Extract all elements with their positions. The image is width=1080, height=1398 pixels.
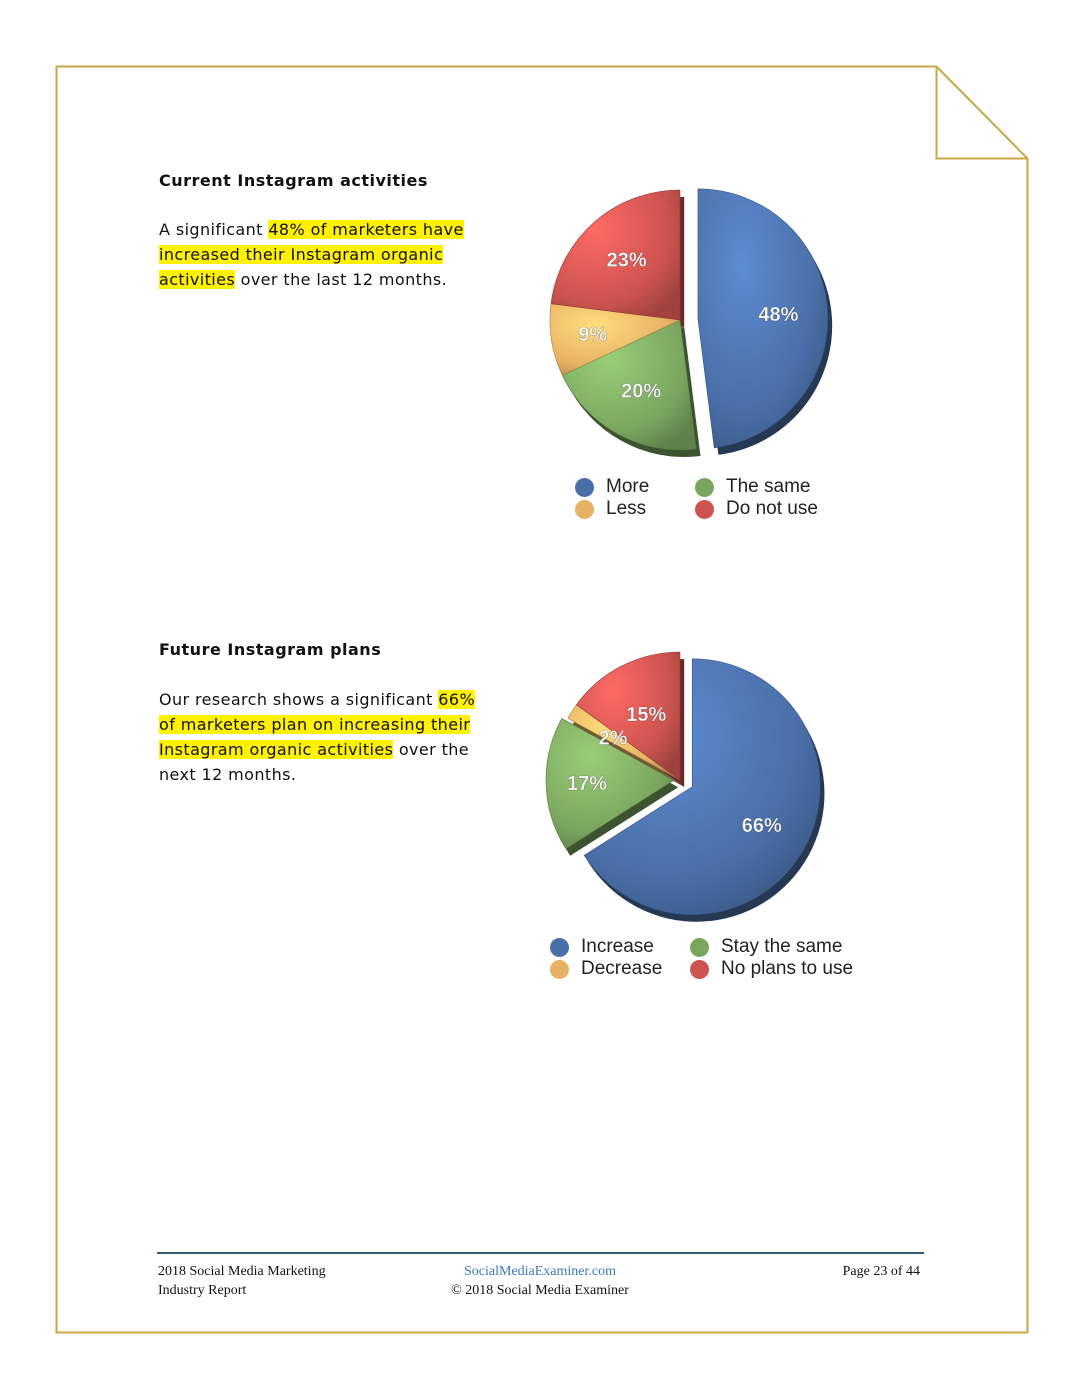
pie-label-less: 9% [578,323,608,346]
section-body-future [159,687,489,787]
pie-chart-future [540,630,880,940]
legend-item-increase [550,936,654,958]
legend-label: Decrease [581,958,663,979]
pie-label-no-plans-to-use: 15% [626,703,667,726]
section-title-current: Current Instagram activities [159,171,428,190]
pie-label-the-same: 20% [621,380,662,403]
legend-item-the-same [695,476,810,498]
pie-label-do-not-use: 23% [606,249,647,272]
footer-center [400,1262,680,1300]
footer-report-line1: 2018 Social Media Marketing [158,1264,326,1279]
body-text-highlight: 48% of marketers have increased their Instagram organic activities [159,220,464,289]
legend-label: Stay the same [721,936,843,957]
footer-rule [157,1252,924,1254]
footer-report-title [158,1262,326,1300]
section-body-current [159,217,479,292]
legend-swatch [695,478,714,497]
legend-swatch [550,938,569,957]
legend-future [550,936,870,986]
legend-label: Less [606,498,647,519]
pie-label-stay-the-same: 17% [566,772,608,795]
pie-chart-current [530,160,870,480]
legend-item-more [575,476,649,498]
footer-report-line2: Industry Report [158,1283,247,1298]
pie-label-increase: 66% [741,814,782,837]
legend-swatch [550,960,569,979]
legend-swatch [575,500,594,519]
legend-current [575,476,875,528]
footer-page-number: Page 23 of 44 [842,1264,920,1279]
legend-item-no-plans-to-use [690,958,853,980]
body-text-post: over the next 12 months. [159,740,470,784]
legend-label: More [606,476,650,497]
body-text-post: over the last 12 months. [235,270,448,289]
legend-swatch [690,960,709,979]
legend-label: Increase [581,936,654,957]
pie-label-more: 48% [758,303,799,326]
body-text-pre: A significant [159,220,269,239]
legend-label: Do not use [726,498,818,519]
legend-item-do-not-use [695,498,818,520]
legend-item-stay-the-same [690,936,842,958]
legend-label: No plans to use [721,958,854,979]
legend-swatch [575,478,594,497]
body-text-pre: Our research shows a significant [159,690,439,709]
legend-swatch [690,938,709,957]
footer-copyright: © 2018 Social Media Examiner [451,1283,629,1298]
legend-item-decrease [550,958,662,980]
legend-label: The same [726,476,811,497]
pie-label-decrease: 2% [598,727,628,750]
legend-item-less [575,498,646,520]
section-title-future: Future Instagram plans [159,640,382,659]
footer-website-link[interactable]: SocialMediaExaminer.com [463,1264,616,1279]
legend-swatch [695,500,714,519]
body-text-highlight: 66% of marketers plan on increasing their Instagram organic activities [159,690,476,759]
